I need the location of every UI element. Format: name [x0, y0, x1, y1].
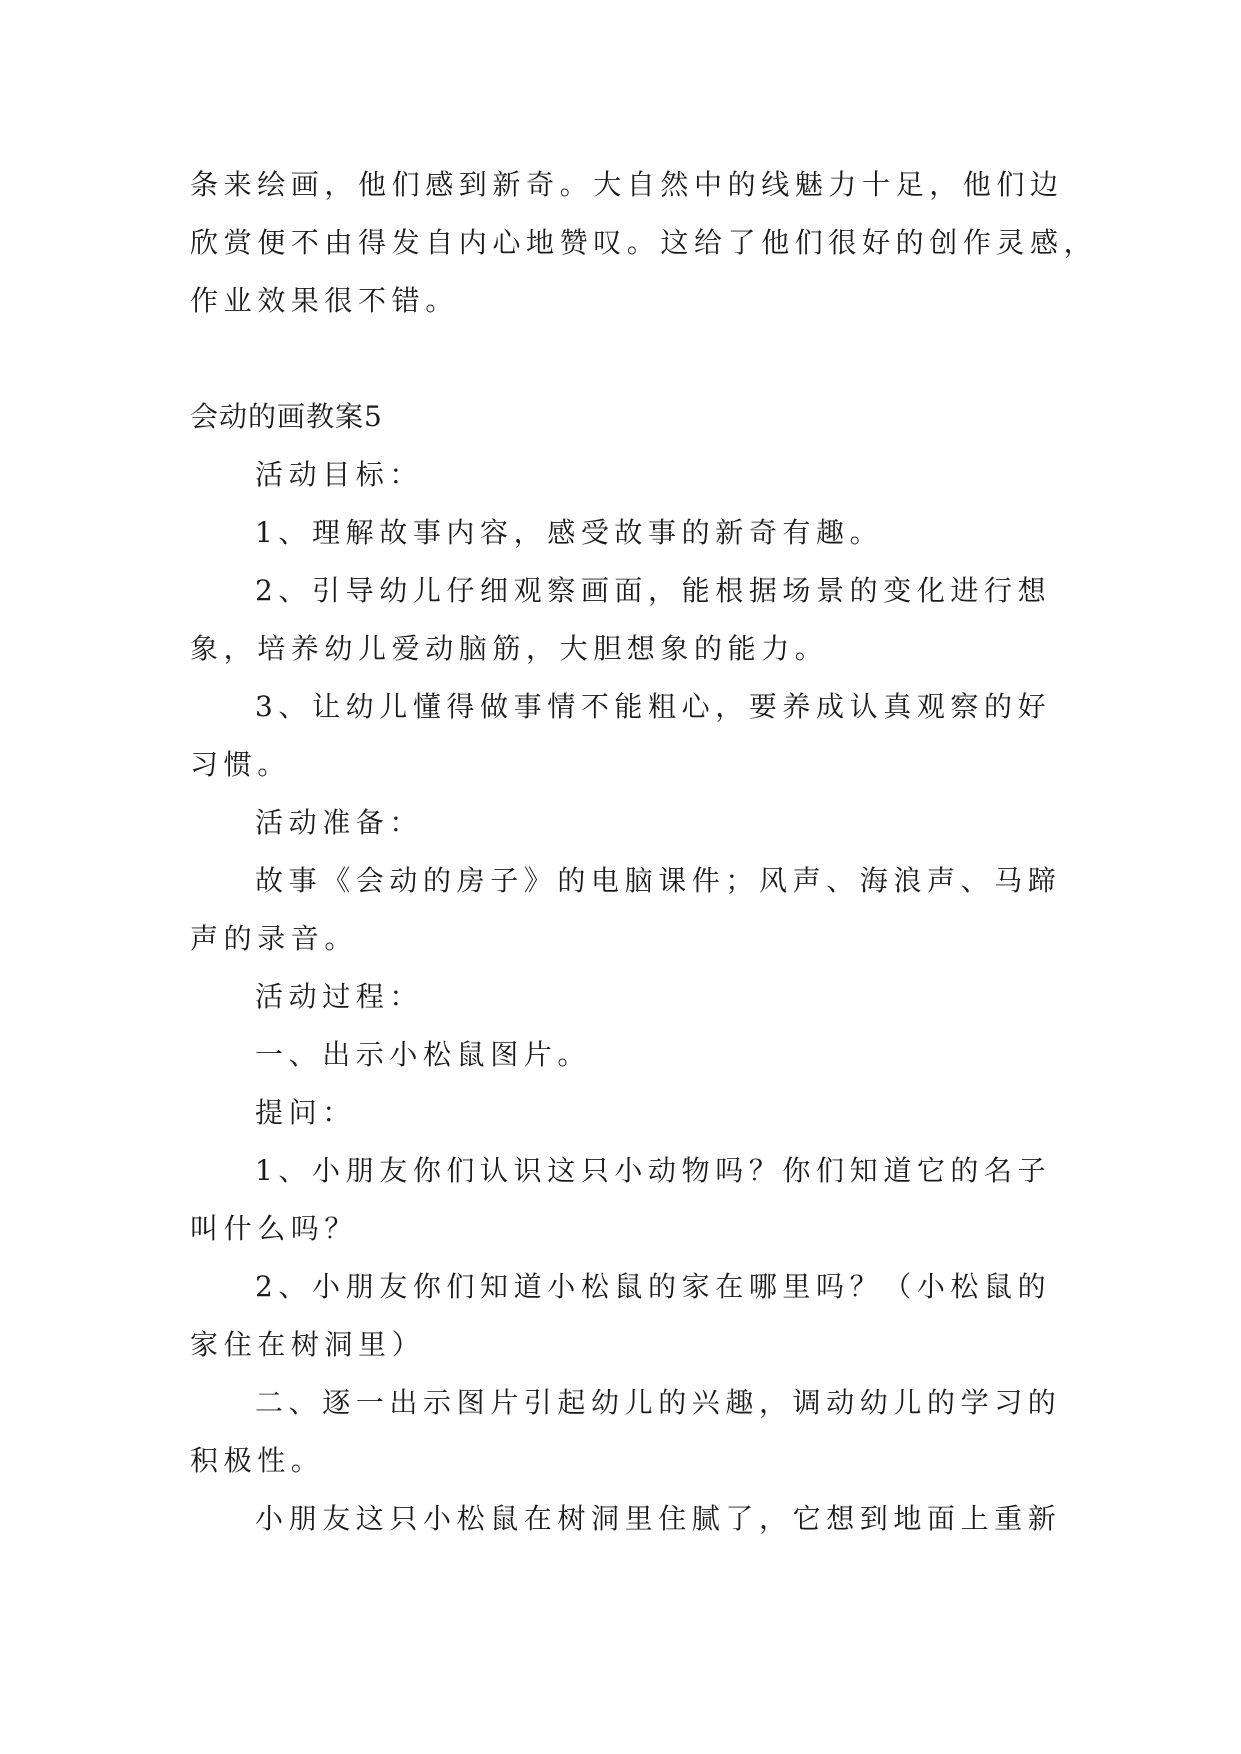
text-line: 3、让幼儿懂得做事情不能粗心，要养成认真观察的好	[255, 690, 1052, 723]
text-line: 声的录音。	[190, 922, 359, 955]
text-line: 条来绘画，他们感到新奇。大自然中的线魅力十足，他们边	[190, 168, 1064, 201]
text-line: 1、理解故事内容，感受故事的新奇有趣。	[255, 516, 884, 549]
text-line: 2、小朋友你们知道小松鼠的家在哪里吗？（小松鼠的	[255, 1270, 1052, 1303]
text-line: 2、引导幼儿仔细观察画面，能根据场景的变化进行想	[255, 574, 1052, 607]
text-line: 二、逐一出示图片引起幼儿的兴趣，调动幼儿的学习的	[255, 1386, 1062, 1419]
text-line: 积极性。	[190, 1444, 325, 1477]
text-line: 1、小朋友你们认识这只小动物吗？你们知道它的名子	[255, 1154, 1052, 1187]
text-line: 叫什么吗？	[190, 1212, 359, 1245]
text-line: 活动准备：	[255, 806, 424, 839]
section-title: 会动的画教案5	[190, 400, 383, 433]
text-line: 习惯。	[190, 748, 291, 781]
text-line: 欣赏便不由得发自内心地赞叹。这给了他们很好的创作灵感，	[190, 226, 1098, 259]
text-line: 活动目标：	[255, 458, 424, 491]
text-line: 家住在树洞里）	[190, 1328, 426, 1361]
text-line: 小朋友这只小松鼠在树洞里住腻了，它想到地面上重新	[255, 1502, 1062, 1535]
text-line: 一、出示小松鼠图片。	[255, 1038, 592, 1071]
text-line: 象，培养幼儿爱动脑筋，大胆想象的能力。	[190, 632, 829, 665]
text-line: 故事《会动的房子》的电脑课件；风声、海浪声、马蹄	[255, 864, 1062, 897]
text-line: 活动过程：	[255, 980, 424, 1013]
text-line: 提问：	[255, 1096, 356, 1129]
text-line: 作业效果很不错。	[190, 284, 459, 317]
